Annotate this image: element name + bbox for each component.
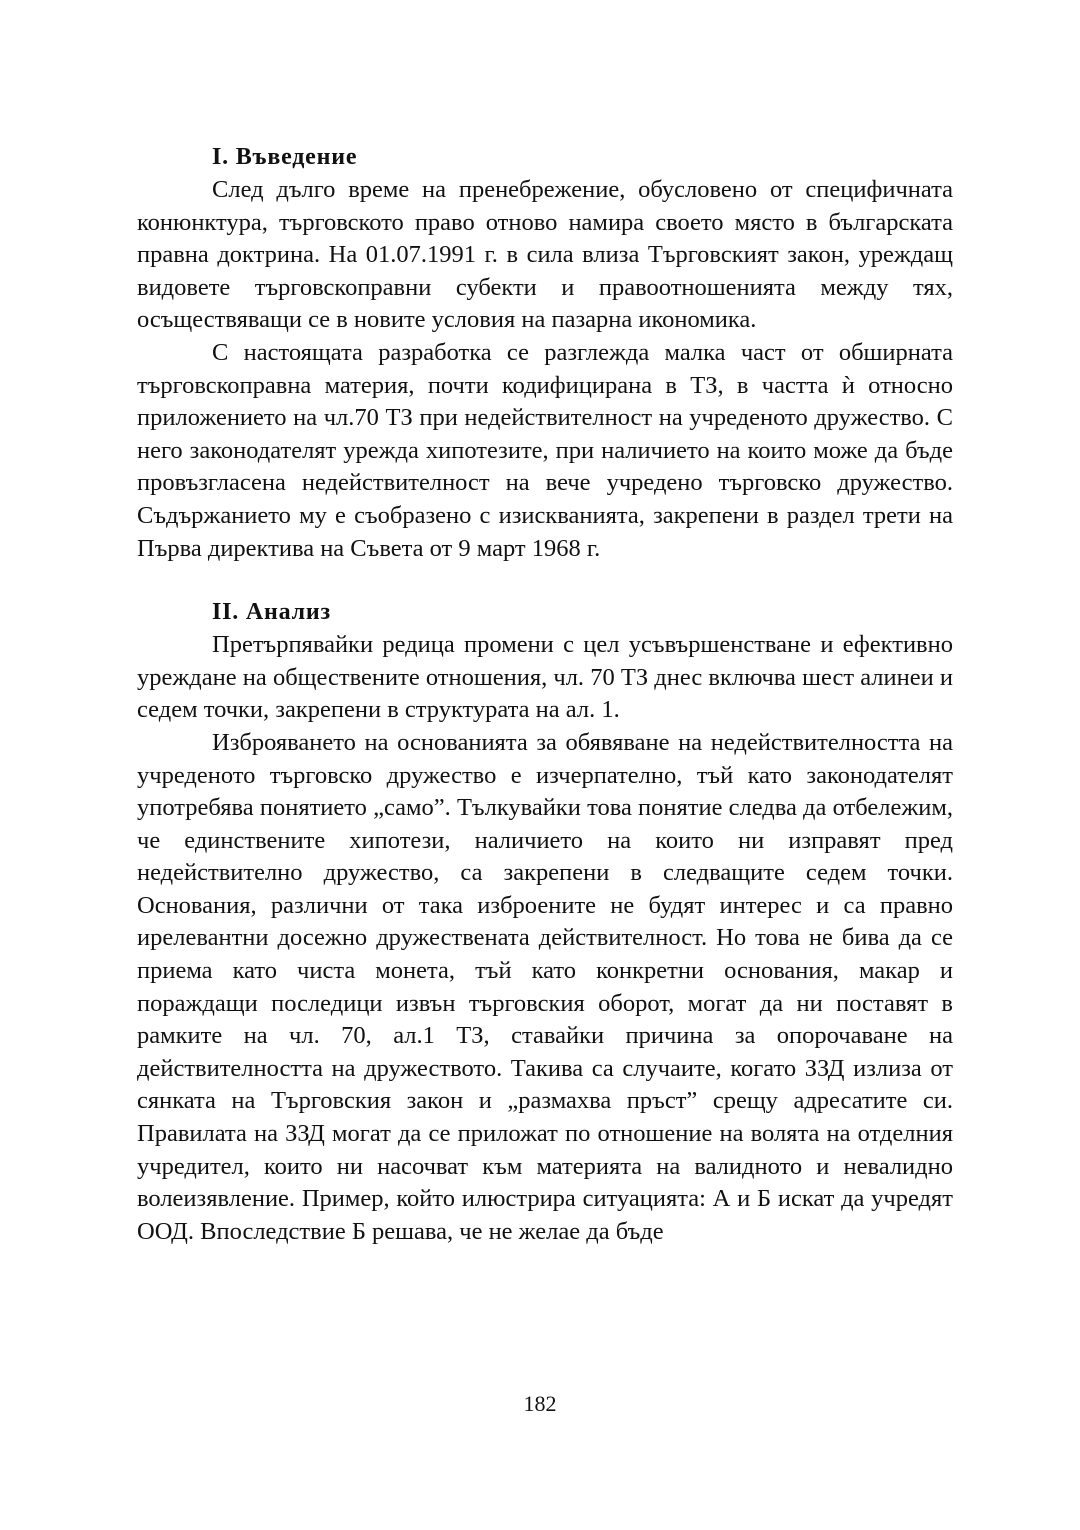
section-heading-analysis: II. Анализ bbox=[212, 599, 331, 626]
section-heading-introduction: I. Въведение bbox=[212, 144, 358, 170]
paragraph: Изброяването на основанията за обявяване на недействителността на учреденото търговско дружество е изчерпателно, тъй като законодателят употребява понятието „само”. Тълкувайки това понятие следва да отбележим, че единствените хипотези, наличието на които ни изправят пред недействително дружество, са закрепени в следващите седем точки. Основания, различни от така изброените не будят интерес и са правно ирелевантни досежно дружествената действителност. Но това не бива да се приема като чиста монета, тъй като конкретни основания, макар и пораждащи последици извън търговския оборот, могат да ни поставят в рамките на чл. 70, ал.1 ТЗ, ставайки причина за опорочаване на действителността на дружеството. Такива са случаите, когато ЗЗД излиза от сянката на Търговския закон и „размахва пръст” срещу адресатите си. Правилата на ЗЗД могат да се приложат по отношение на волята на отделния учредител, които ни насочват към материята на валидното и невалидно волеизявление. Пример, който илюстрира ситуацията: А и Б искат да учредят ООД. Впоследствие Б решава, че не желае да бъде bbox=[137, 728, 953, 1245]
paragraph: След дълго време на пренебрежение, обусловено от специфичната конюнктура, търговското право отново намира своето място в българската правна доктрина. На 01.07.1991 г. в сила влиза Търговският закон, уреждащ видовете търговскоправни субекти и правоотношенията между тях, осъществяващи се в новите условия на пазарна икономика. bbox=[137, 176, 953, 334]
page-body bbox=[137, 141, 953, 1248]
paragraph: Претърпявайки редица промени с цел усъвършенстване и ефективно уреждане на обществените отношения, чл. 70 ТЗ днес включва шест алинеи и седем точки, закрепени в структурата на ал. 1. bbox=[137, 631, 953, 724]
page-number: 182 bbox=[523, 1391, 557, 1416]
paragraph: С настоящата разработка се разглежда малка част от обширната търговскоправна материя, почти кодифицирана в ТЗ, в частта ѝ относно приложението на чл.70 ТЗ при недействителност на учреденото дружество. С него законодателят урежда хипотезите, при наличието на които може да бъде провъзгласена недействителност на вече учредено търговско дружество. Съдържанието му е съобразено с изискванията, закрепени в раздел трети на Първа директива на Съвета от 9 март 1968 г. bbox=[137, 338, 953, 562]
